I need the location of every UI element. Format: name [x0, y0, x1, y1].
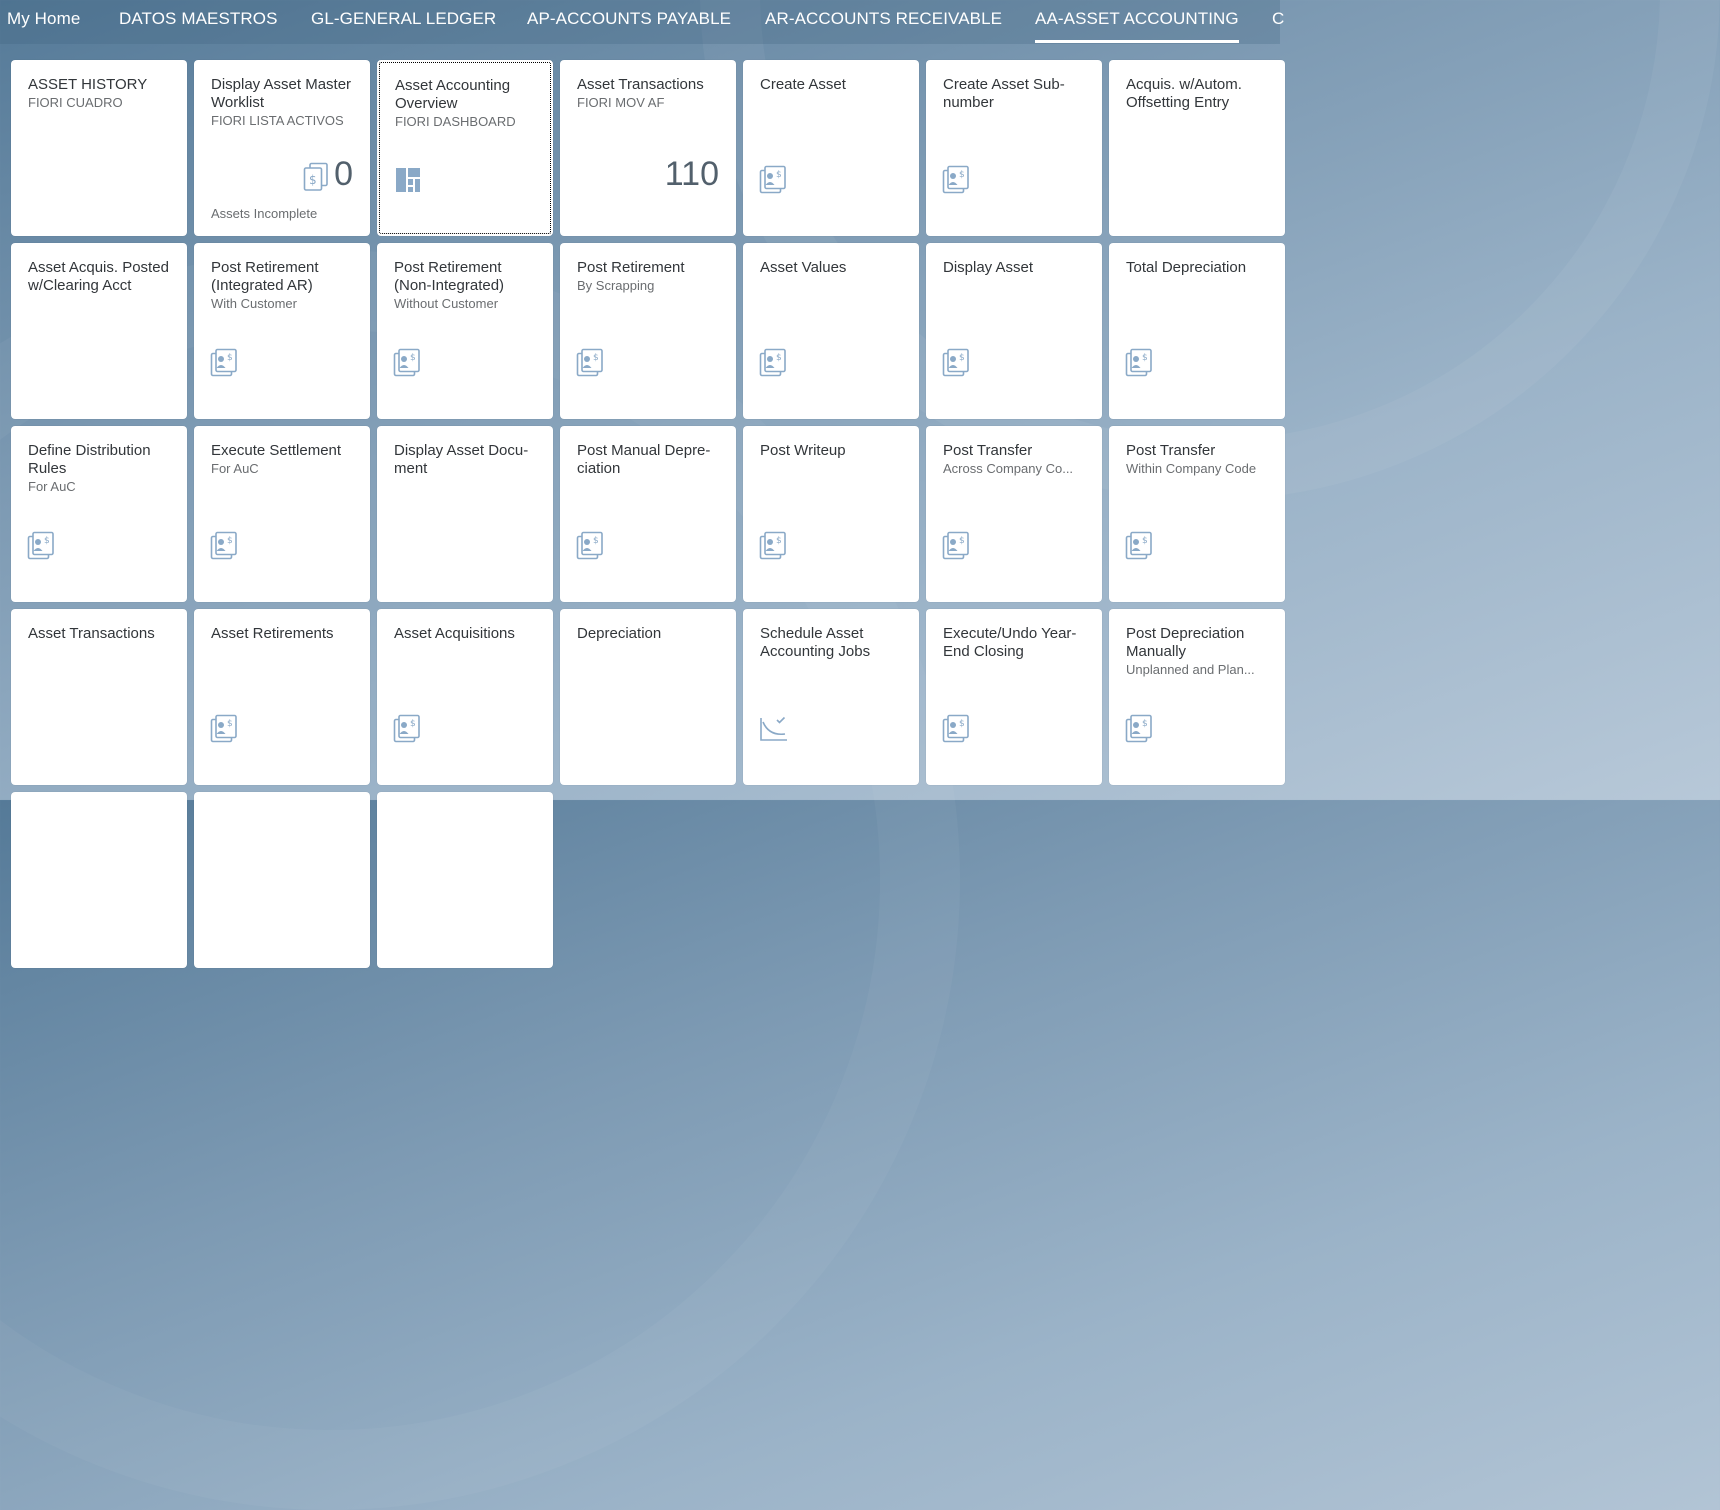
tile-total-depreciation[interactable] — [1109, 243, 1285, 419]
tile-display-asset[interactable] — [926, 243, 1102, 419]
tile-subtitle: For AuC — [28, 479, 76, 494]
svg-text:$: $ — [1142, 536, 1148, 546]
asset-card-icon — [759, 531, 787, 561]
tile-kpi-number: 0 — [334, 155, 353, 193]
tile-title-text: Asset Transactions — [577, 76, 704, 93]
tile-title — [760, 625, 908, 661]
tile-post-retirement[interactable] — [560, 243, 736, 419]
tile-title-text: Create Asset Subnumber — [943, 76, 1065, 111]
tile-title — [394, 259, 542, 312]
tile-title — [577, 259, 725, 294]
svg-text:$: $ — [959, 170, 965, 180]
tile-post-retirement-integrated-ar[interactable] — [194, 243, 370, 419]
tile-depreciation[interactable] — [560, 609, 736, 785]
tile-title-text: Post Transfer — [943, 442, 1033, 459]
tile-title-text: Define Distribution Rules — [28, 442, 151, 477]
tab-datos-maestros[interactable]: DATOS MAESTROS — [119, 9, 278, 28]
tile-title — [211, 76, 359, 129]
svg-text:$: $ — [959, 719, 965, 729]
asset-card-icon — [210, 531, 238, 561]
tile-title — [760, 76, 908, 94]
tile-subtitle: For AuC — [211, 461, 259, 476]
svg-text:$: $ — [1142, 719, 1148, 729]
tile-title — [943, 76, 1091, 112]
tile-subtitle: FIORI MOV AF — [577, 95, 665, 110]
tile-execute-undo-year-end-closing[interactable] — [926, 609, 1102, 785]
tile-asset-accounting-overview[interactable] — [377, 60, 553, 236]
tile-title — [1126, 442, 1274, 477]
tile-asset-transactions[interactable] — [560, 60, 736, 236]
tile-title-text: Create Asset — [760, 76, 846, 93]
top-navigation-bar — [0, 0, 1285, 44]
tile-title-text: Post Transfer — [1126, 442, 1216, 459]
tile-asset-acquisitions[interactable] — [377, 609, 553, 785]
tile-title-text: ASSET HISTORY — [28, 76, 148, 93]
tile-asset-retirements[interactable] — [194, 609, 370, 785]
asset-card-icon — [393, 348, 421, 378]
svg-text:$: $ — [959, 536, 965, 546]
asset-card-icon — [1125, 531, 1153, 561]
tile-subtitle: With Customer — [211, 296, 297, 311]
tile-footer: Assets Incomplete — [211, 206, 318, 221]
tile-execute-settlement[interactable] — [194, 426, 370, 602]
tile-post-writeup[interactable] — [743, 426, 919, 602]
job-schedule-icon — [759, 714, 787, 744]
asset-card-icon — [393, 714, 421, 744]
asset-card-icon — [1125, 348, 1153, 378]
tile-title-text: Post Retirement (Non-Integrated) — [394, 259, 505, 294]
tile-post-manual-depre-ciation[interactable] — [560, 426, 736, 602]
tile-title-text: Display Asset — [943, 259, 1034, 276]
tile-asset-transactions[interactable] — [11, 609, 187, 785]
money-bills-icon — [303, 162, 329, 192]
tile-title-text: Asset Acquisitions — [394, 625, 515, 642]
tile-subtitle: Within Company Code — [1126, 461, 1257, 476]
tile-subtitle: FIORI LISTA ACTIVOS — [211, 113, 344, 128]
svg-text:$: $ — [227, 719, 233, 729]
svg-text:$: $ — [227, 353, 233, 363]
svg-text:$: $ — [227, 536, 233, 546]
asset-card-icon — [942, 714, 970, 744]
svg-text:$: $ — [776, 353, 782, 363]
tile-title-text: Post Depreciation Manually — [1126, 625, 1245, 660]
tile-create-asset[interactable] — [743, 60, 919, 236]
tile-title — [577, 76, 725, 111]
tile-post-retirement-non-integrated[interactable] — [377, 243, 553, 419]
tile-subtitle: By Scrapping — [577, 278, 655, 293]
svg-text:$: $ — [309, 173, 317, 187]
svg-text:$: $ — [776, 536, 782, 546]
asset-card-icon — [1125, 714, 1153, 744]
tile-create-asset-sub-number[interactable] — [926, 60, 1102, 236]
tile-subtitle: Without Customer — [394, 296, 499, 311]
tile-title — [28, 442, 176, 495]
tile-asset-history[interactable] — [11, 60, 187, 236]
asset-card-icon — [576, 348, 604, 378]
tile-subtitle: Unplanned and Plan... — [1126, 662, 1255, 677]
tile-title-text: Asset Acquis. Posted w/Clearing Acct — [28, 259, 169, 294]
asset-card-icon — [759, 165, 787, 195]
tile-subtitle: Across Company Co... — [943, 461, 1074, 476]
tile-title — [1126, 259, 1274, 277]
tab-ap-accounts-payable[interactable]: AP-ACCOUNTS PAYABLE — [527, 9, 732, 28]
tile-schedule-asset-accounting-jobs[interactable] — [743, 609, 919, 785]
svg-text:$: $ — [410, 719, 416, 729]
svg-text:$: $ — [410, 353, 416, 363]
svg-text:$: $ — [44, 536, 50, 546]
tile-title — [211, 442, 359, 477]
asset-card-icon — [759, 348, 787, 378]
tile-asset-values[interactable] — [743, 243, 919, 419]
tile-display-asset-docu-ment[interactable] — [377, 426, 553, 602]
tile-title — [577, 625, 725, 643]
tile-title-text: Depreciation — [577, 625, 662, 642]
tile-title — [28, 625, 176, 643]
tile-title — [211, 625, 359, 643]
tile-kpi-number: 110 — [664, 155, 719, 193]
tile-title — [395, 77, 543, 130]
tile-title — [943, 442, 1091, 477]
tile-title-text: Asset Transactions — [28, 625, 155, 642]
tab-c[interactable]: C — [1272, 9, 1285, 28]
tile-title-text: Asset Accounting Overview — [395, 77, 511, 112]
svg-text:$: $ — [776, 170, 782, 180]
asset-card-icon — [576, 531, 604, 561]
tile-subtitle: FIORI DASHBOARD — [395, 114, 516, 129]
tile-acquis-w-autom-offsetting-entry[interactable] — [1109, 60, 1285, 236]
tile-define-distribution-rules[interactable] — [11, 426, 187, 602]
tile-title-text: Schedule Asset Accounting Jobs — [760, 625, 871, 660]
tile-title — [760, 259, 908, 277]
tile-title-text: Asset Values — [760, 259, 847, 276]
tile-title-text: Post Manual Depreciation — [577, 442, 711, 477]
tile-title-text: Total Depreciation — [1126, 259, 1247, 276]
asset-card-icon — [942, 531, 970, 561]
tile-title — [577, 442, 725, 478]
tile-title — [1126, 76, 1274, 112]
tile-title — [1126, 625, 1274, 678]
tile-title — [760, 442, 908, 460]
tile-display-asset-mas-ter-worklist[interactable] — [194, 60, 370, 236]
tab-ar-accounts-receivable[interactable]: AR-ACCOUNTS RECEIVABLE — [765, 9, 1003, 28]
tile-title — [28, 76, 176, 111]
tile-title — [943, 625, 1091, 661]
asset-card-icon — [210, 348, 238, 378]
tile-title — [943, 259, 1091, 277]
tile-post-transfer[interactable] — [1109, 426, 1285, 602]
tile-partial[interactable] — [377, 792, 553, 968]
svg-text:$: $ — [1142, 353, 1148, 363]
tile-title-text: Execute Settlement — [211, 442, 342, 459]
asset-card-icon — [27, 531, 55, 561]
tab-my-home[interactable]: My Home — [7, 9, 81, 28]
tile-title-text: Post Retirement (Integrated AR) — [211, 259, 319, 294]
tile-title-text: Execute/Undo Year-End Closing — [943, 625, 1077, 660]
tile-title — [394, 442, 542, 478]
asset-card-icon — [942, 348, 970, 378]
svg-text:$: $ — [593, 353, 599, 363]
tile-partial[interactable] — [194, 792, 370, 968]
tab-aa-asset-accounting[interactable]: AA-ASSET ACCOUNTING — [1035, 0, 1239, 44]
tile-post-transfer[interactable] — [926, 426, 1102, 602]
asset-card-icon — [210, 714, 238, 744]
tile-post-depreciation-manually[interactable] — [1109, 609, 1285, 785]
tile-title-text: Display Asset Master Worklist — [211, 76, 352, 111]
asset-card-icon — [942, 165, 970, 195]
svg-text:$: $ — [959, 353, 965, 363]
dashboard-icon — [394, 166, 422, 196]
tile-partial[interactable] — [11, 792, 187, 968]
tile-title-text: Acquis. w/Autom. Offsetting Entry — [1126, 76, 1242, 111]
tab-gl-general-ledger[interactable]: GL-GENERAL LEDGER — [311, 9, 497, 28]
tile-asset-acquis-posted-w-clearing-acct[interactable] — [11, 243, 187, 419]
tile-title-text: Display Asset Document — [394, 442, 529, 477]
tile-title — [211, 259, 359, 312]
svg-text:$: $ — [593, 536, 599, 546]
tile-title-text: Asset Retirements — [211, 625, 334, 642]
tile-title-text: Post Retirement — [577, 259, 685, 276]
tile-title-text: Post Writeup — [760, 442, 846, 459]
tile-title — [394, 625, 542, 643]
tile-subtitle: FIORI CUADRO — [28, 95, 123, 110]
tile-title — [28, 259, 176, 295]
